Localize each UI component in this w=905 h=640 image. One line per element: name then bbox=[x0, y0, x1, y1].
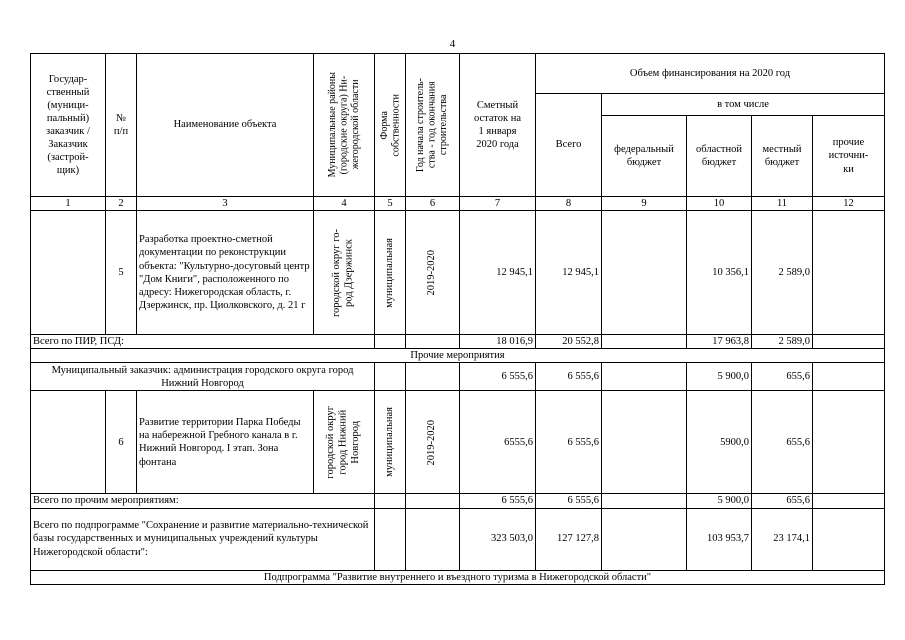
total-other-row bbox=[31, 494, 885, 508]
header-funding-2020: Объем финансирования на 2020 год bbox=[536, 54, 885, 94]
total-pir-local: 2 589,0 bbox=[752, 335, 813, 349]
row5-estimate: 12 945,1 bbox=[460, 211, 536, 335]
header-object-name: Наименование объекта bbox=[137, 54, 314, 197]
row6-regional: 5900,0 bbox=[687, 391, 752, 494]
row6-number: 6 bbox=[106, 391, 137, 494]
section-title-other: Прочие мероприятия bbox=[31, 349, 885, 363]
row6-years: 2019-2020 bbox=[406, 391, 460, 494]
municipal-customer-label: Муниципальный заказчик: администрация городского округа город Нижний Новгород bbox=[31, 363, 375, 391]
empty-cell bbox=[602, 494, 687, 508]
empty-cell bbox=[602, 335, 687, 349]
total-pir-row bbox=[31, 335, 885, 349]
row6-customer bbox=[31, 391, 106, 494]
row6-total: 6 555,6 bbox=[536, 391, 602, 494]
empty-cell bbox=[375, 508, 406, 570]
total-other-local: 655,6 bbox=[752, 494, 813, 508]
header-districts: Муниципальные районы (городские округа) Ни- жегородской области bbox=[314, 54, 375, 197]
table-row bbox=[31, 391, 885, 494]
header-regional: областной бюджет bbox=[687, 116, 752, 197]
row6-estimate: 6555,6 bbox=[460, 391, 536, 494]
header-federal: федеральный бюджет bbox=[602, 116, 687, 197]
column-numbers-row bbox=[31, 197, 885, 211]
empty-cell bbox=[813, 508, 885, 570]
col-number: 6 bbox=[406, 197, 460, 211]
subprogram-tourism-title: Подпрограмма "Развитие внутреннего и въездного туризма в Нижегородской области" bbox=[31, 570, 885, 584]
row6-ownership: муниципальная bbox=[375, 391, 406, 494]
header-total: Всего bbox=[536, 94, 602, 197]
row5-number: 5 bbox=[106, 211, 137, 335]
total-pir-estimate: 18 016,9 bbox=[460, 335, 536, 349]
total-subprogram-regional: 103 953,7 bbox=[687, 508, 752, 570]
empty-cell bbox=[813, 391, 885, 494]
table-row bbox=[31, 211, 885, 335]
row5-regional: 10 356,1 bbox=[687, 211, 752, 335]
empty-cell bbox=[813, 335, 885, 349]
total-pir-total: 20 552,8 bbox=[536, 335, 602, 349]
row5-customer bbox=[31, 211, 106, 335]
row5-district: городской округ го- род Дзержинск bbox=[314, 211, 375, 335]
header-local: местный бюджет bbox=[752, 116, 813, 197]
municipal-customer-estimate: 6 555,6 bbox=[460, 363, 536, 391]
row5-years: 2019-2020 bbox=[406, 211, 460, 335]
empty-cell bbox=[406, 508, 460, 570]
empty-cell bbox=[813, 363, 885, 391]
municipal-customer-total: 6 555,6 bbox=[536, 363, 602, 391]
row5-total: 12 945,1 bbox=[536, 211, 602, 335]
total-subprogram-total: 127 127,8 bbox=[536, 508, 602, 570]
empty-cell bbox=[406, 363, 460, 391]
col-number: 10 bbox=[687, 197, 752, 211]
col-number: 9 bbox=[602, 197, 687, 211]
total-subprogram-estimate: 323 503,0 bbox=[460, 508, 536, 570]
col-number: 11 bbox=[752, 197, 813, 211]
empty-cell bbox=[602, 391, 687, 494]
row5-object-name: Разработка проектно-сметной документации по реконструкции объекта: "Культурно-досуговый центр "Дом Книги", расположенного по адресу: Нижегородская область, г. Дзержинск, пр. Циолковского, д. 21 г bbox=[137, 211, 314, 335]
col-number: 8 bbox=[536, 197, 602, 211]
empty-cell bbox=[602, 508, 687, 570]
row5-other bbox=[813, 211, 885, 335]
empty-cell bbox=[406, 494, 460, 508]
col-number: 3 bbox=[137, 197, 314, 211]
col-number: 7 bbox=[460, 197, 536, 211]
header-including: в том числе bbox=[602, 94, 885, 116]
total-pir-regional: 17 963,8 bbox=[687, 335, 752, 349]
row6-local: 655,6 bbox=[752, 391, 813, 494]
total-pir-label: Всего по ПИР, ПСД: bbox=[31, 335, 375, 349]
header-other: прочие источни- ки bbox=[813, 116, 885, 197]
col-number: 4 bbox=[314, 197, 375, 211]
page-number: 4 bbox=[449, 38, 456, 50]
col-number: 5 bbox=[375, 197, 406, 211]
empty-cell bbox=[375, 335, 406, 349]
row6-district: городской округ город Нижний Новгород bbox=[314, 391, 375, 494]
total-other-regional: 5 900,0 bbox=[687, 494, 752, 508]
empty-cell bbox=[813, 494, 885, 508]
total-subprogram-label: Всего по подпрограмме "Сохранение и развитие материально-технической базы государственных и муниципальных учреждений культуры Нижегородской области": bbox=[31, 508, 375, 570]
total-subprogram-row bbox=[31, 508, 885, 570]
total-subprogram-local: 23 174,1 bbox=[752, 508, 813, 570]
empty-cell bbox=[375, 494, 406, 508]
municipal-customer-local: 655,6 bbox=[752, 363, 813, 391]
row5-federal bbox=[602, 211, 687, 335]
col-number: 2 bbox=[106, 197, 137, 211]
row5-local: 2 589,0 bbox=[752, 211, 813, 335]
col-number: 12 bbox=[813, 197, 885, 211]
header-estimate: Сметный остаток на 1 января 2020 года bbox=[460, 54, 536, 197]
empty-cell bbox=[375, 363, 406, 391]
total-other-estimate: 6 555,6 bbox=[460, 494, 536, 508]
empty-cell bbox=[406, 335, 460, 349]
col-number: 1 bbox=[31, 197, 106, 211]
header-ownership: Форма собственности bbox=[375, 54, 406, 197]
row5-ownership: муниципальная bbox=[375, 211, 406, 335]
municipal-customer-row bbox=[31, 363, 885, 391]
total-other-label: Всего по прочим мероприятиям: bbox=[31, 494, 375, 508]
row6-object-name: Развитие территории Парка Победы на набережной Гребного канала в г. Нижний Новгород. I этап. Зона фонтана bbox=[137, 391, 314, 494]
header-customer: Государ- ственный (муници- пальный) заказчик / Заказчик (застрой- щик) bbox=[31, 54, 106, 197]
header-years: Год начала строитель- ства - год окончания строительства bbox=[406, 54, 460, 197]
empty-cell bbox=[602, 363, 687, 391]
municipal-customer-regional: 5 900,0 bbox=[687, 363, 752, 391]
total-other-total: 6 555,6 bbox=[536, 494, 602, 508]
header-number: № п/п bbox=[106, 54, 137, 197]
financing-table bbox=[30, 53, 885, 585]
